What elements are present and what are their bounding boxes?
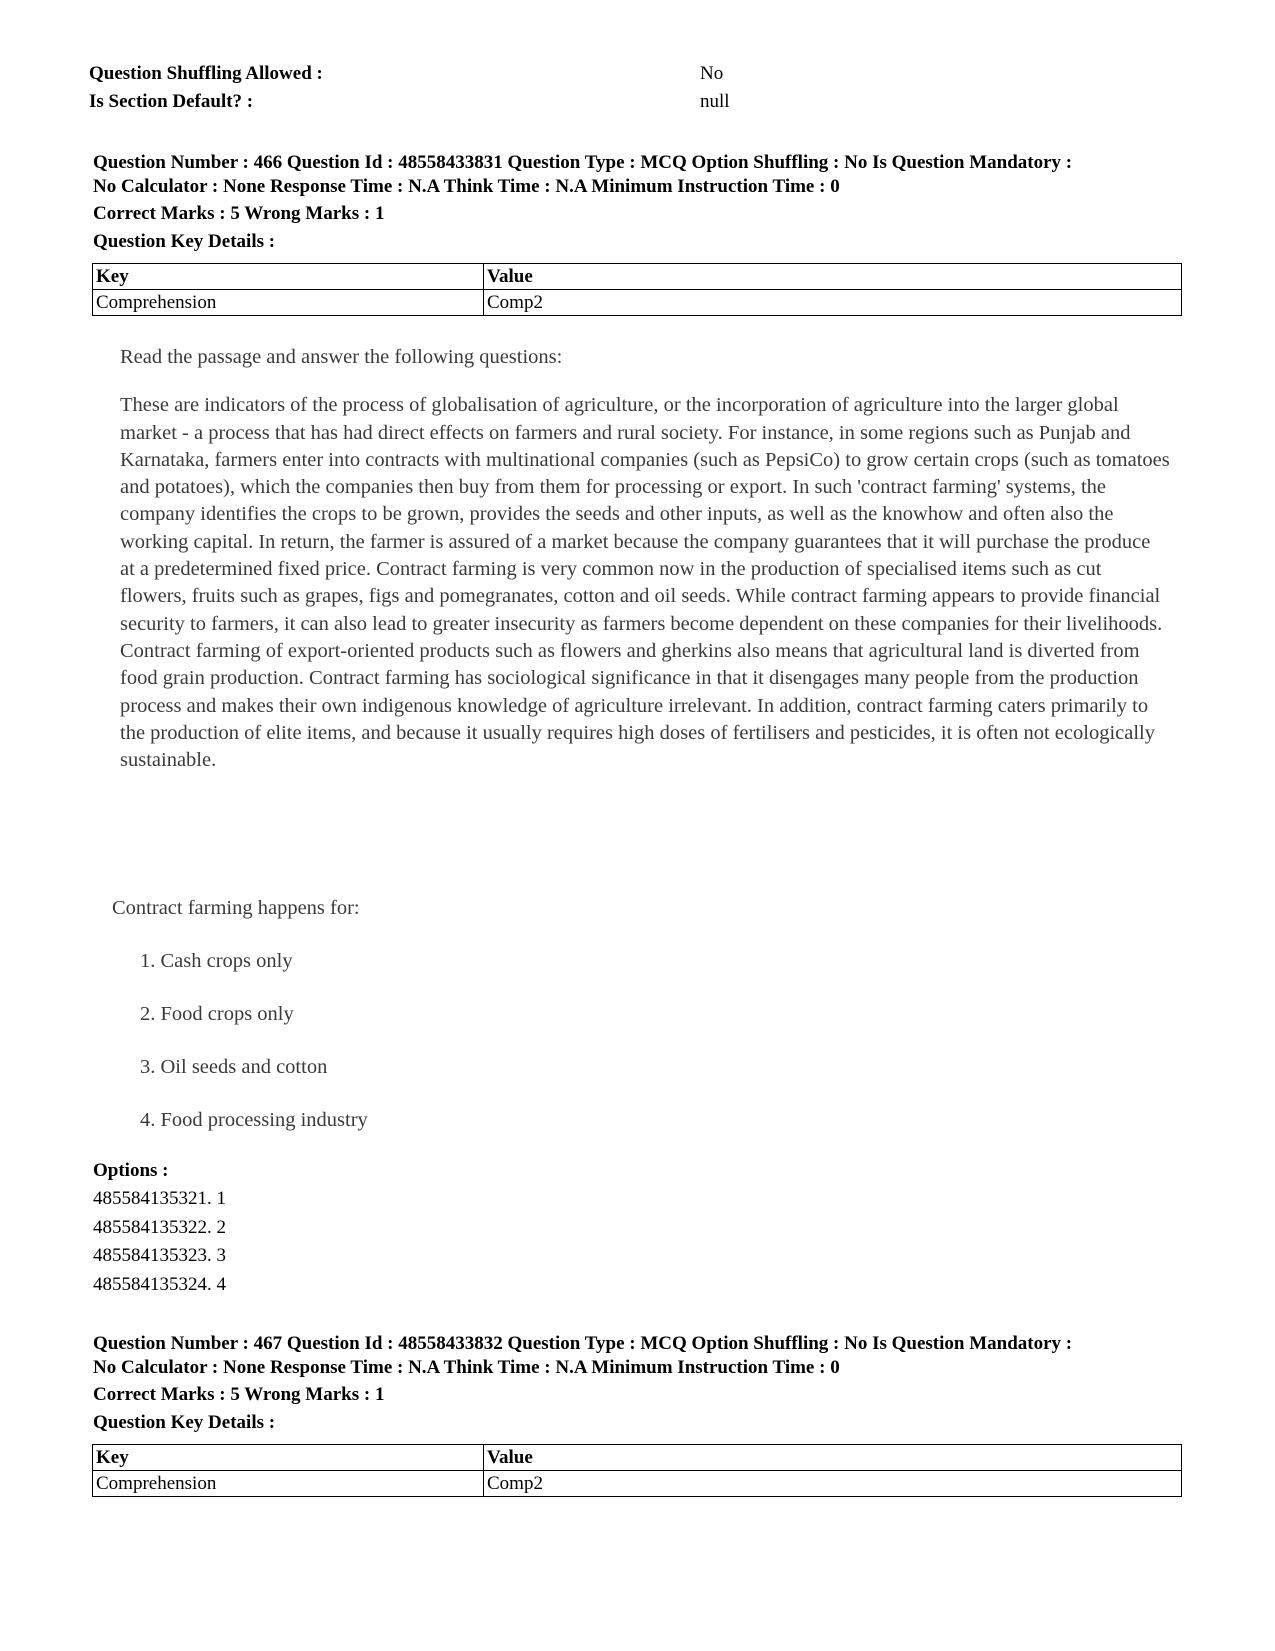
answer-choice: 3. Oil seeds and cotton	[140, 1056, 328, 1078]
q466-key-details-table	[92, 263, 1182, 316]
table-cell-value: Comp2	[484, 1471, 1182, 1497]
table-row	[93, 290, 1182, 316]
table-row	[93, 1471, 1182, 1497]
option-id: 485584135324. 4	[93, 1273, 226, 1295]
answer-choice: 1. Cash crops only	[140, 950, 293, 972]
q466-meta-line-2: No Calculator : None Response Time : N.A Think Time : N.A Minimum Instruction Time : 0	[93, 176, 840, 197]
section-default-label: Is Section Default? :	[89, 91, 254, 112]
table-header-key: Key	[93, 1445, 484, 1471]
q467-key-details-label: Question Key Details :	[93, 1412, 276, 1433]
table-cell-key: Comprehension	[93, 1471, 484, 1497]
option-id: 485584135321. 1	[93, 1188, 226, 1209]
option-id: 485584135323. 3	[93, 1245, 226, 1266]
table-header-row	[93, 264, 1182, 290]
question-shuffling-label: Question Shuffling Allowed :	[89, 63, 323, 84]
q467-key-details-table	[92, 1444, 1182, 1497]
passage-instruction: Read the passage and answer the following questions:	[120, 346, 563, 368]
q467-marks: Correct Marks : 5 Wrong Marks : 1	[93, 1384, 385, 1405]
q467-meta-line-1: Question Number : 467 Question Id : 48558433832 Question Type : MCQ Option Shuffling : No Is Question Mandatory :	[93, 1333, 1073, 1354]
q466-meta-line-1: Question Number : 466 Question Id : 48558433831 Question Type : MCQ Option Shuffling : No Is Question Mandatory :	[93, 152, 1073, 173]
table-cell-key: Comprehension	[93, 290, 484, 316]
table-header-key: Key	[93, 264, 484, 290]
question-shuffling-value: No	[700, 63, 724, 84]
passage-text: These are indicators of the process of globalisation of agriculture, or the incorporation of agriculture into the larger global market - a process that has had direct effects on farmers and rural society. For instance, in some regions such as Punjab and Karnataka, farmers enter into contracts with multinational companies (such as PepsiCo) to grow certain crops (such as tomatoes and potatoes), which the companies then buy from them for processing or export. In such 'contract farming' systems, the company identifies the crops to be grown, provides the seeds and other inputs, as well as the knowhow and often also the working capital. In return, the farmer is assured of a market because the company guarantees that it will purchase the produce at a predetermined fixed price. Contract farming is very common now in the production of specialised items such as cut flowers, fruits such as grapes, figs and pomegranates, cotton and oil seeds. While contract farming appears to provide financial security to farmers, it can also lead to greater insecurity as farmers become dependent on these companies for their livelihoods. Contract farming of export-oriented products such as flowers and gherkins also means that agricultural land is diverted from food grain production. Contract farming has sociological significance in that it disengages many people from the production process and makes their own indigenous knowledge of agriculture irrelevant. In addition, contract farming caters primarily to the production of elite items, and because it usually requires high doses of fertilisers and pesticides, it is often not ecologically sustainable.	[120, 394, 1170, 772]
section-default-value: null	[700, 91, 730, 112]
answer-choice-list	[140, 950, 368, 1162]
q467-meta-line-2: No Calculator : None Response Time : N.A Think Time : N.A Minimum Instruction Time : 0	[93, 1357, 840, 1378]
options-label: Options :	[93, 1160, 169, 1181]
comprehension-block	[120, 344, 1170, 774]
table-header-row	[93, 1445, 1182, 1471]
option-id: 485584135322. 2	[93, 1216, 226, 1238]
q466-marks: Correct Marks : 5 Wrong Marks : 1	[93, 203, 385, 224]
table-header-value: Value	[484, 264, 1182, 290]
option-id-list	[93, 1185, 226, 1299]
q466-key-details-label: Question Key Details :	[93, 231, 276, 252]
question-text: Contract farming happens for:	[112, 897, 360, 919]
answer-choice: 2. Food crops only	[140, 1003, 294, 1025]
table-header-value: Value	[484, 1445, 1182, 1471]
answer-choice: 4. Food processing industry	[140, 1109, 368, 1131]
table-cell-value: Comp2	[484, 290, 1182, 316]
